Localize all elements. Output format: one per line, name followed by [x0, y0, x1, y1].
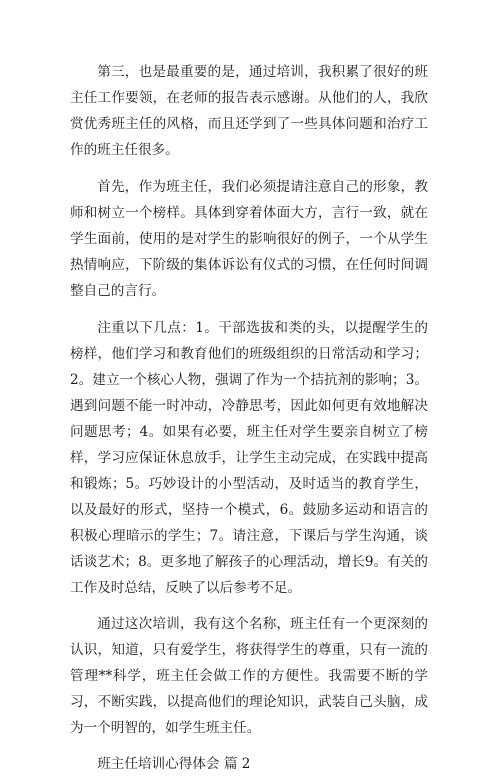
paragraph-1: 第三，也是最重要的是，通过培训，我积累了很好的班主任工作要领，在老师的报告表示感谢。从他们的人，我欣赏优秀班主任的风格，而且还学到了一些具体问题和治疗工作的班主任很多。	[70, 64, 428, 158]
section-heading: 班主任培训心得体会 篇 2	[97, 756, 251, 772]
paragraph-2: 首先，作为班主任，我们必须提请注意自己的形象，教师和树立一个榜样。具体到穿着体面大方，言行一致，就在学生面前，使用的是对学生的影响很好的例子，一个从学生热情响应，下阶级的集体诉讼有仪式的习惯，在任何时间调整自己的言行。	[70, 179, 428, 299]
document-body	[70, 59, 428, 777]
paragraph-4: 通过这次培训，我有这个名称，班主任有一个更深刻的认识，知道，只有爱学生，将获得学生的尊重，只有一流的管理**科学，班主任会做工作的方便性。我需要不断的学习，不断实践，以提高他们的理论知识，武装自己头脑，成为一个明智的，如学生班主任。	[70, 616, 428, 736]
paragraph-3: 注重以下几点：1。干部选拔和类的头，以提醒学生的榜样，他们学习和教育他们的班级组织的日常活动和学习；2。建立一个核心人物，强调了作为一个拮抗剂的影响；3。遇到问题不能一时冲动，冷静思考，因此如何更有效地解决问题思考；4。如果有必要，班主任对学生要亲自树立了榜样，学习应保证休息放手，让学生主动完成，在实践中提高和锻炼；5。巧妙设计的小型活动，及时适当的教育学生，以及最好的形式，坚持一个模式，6。鼓励多运动和语言的积极心理暗示的学生；7。请注意，下课后与学生沟通，谈话谈艺术；8。更多地了解孩子的心理活动，增长9。有关的工作及时总结，反映了以后参考不足。	[70, 320, 428, 596]
